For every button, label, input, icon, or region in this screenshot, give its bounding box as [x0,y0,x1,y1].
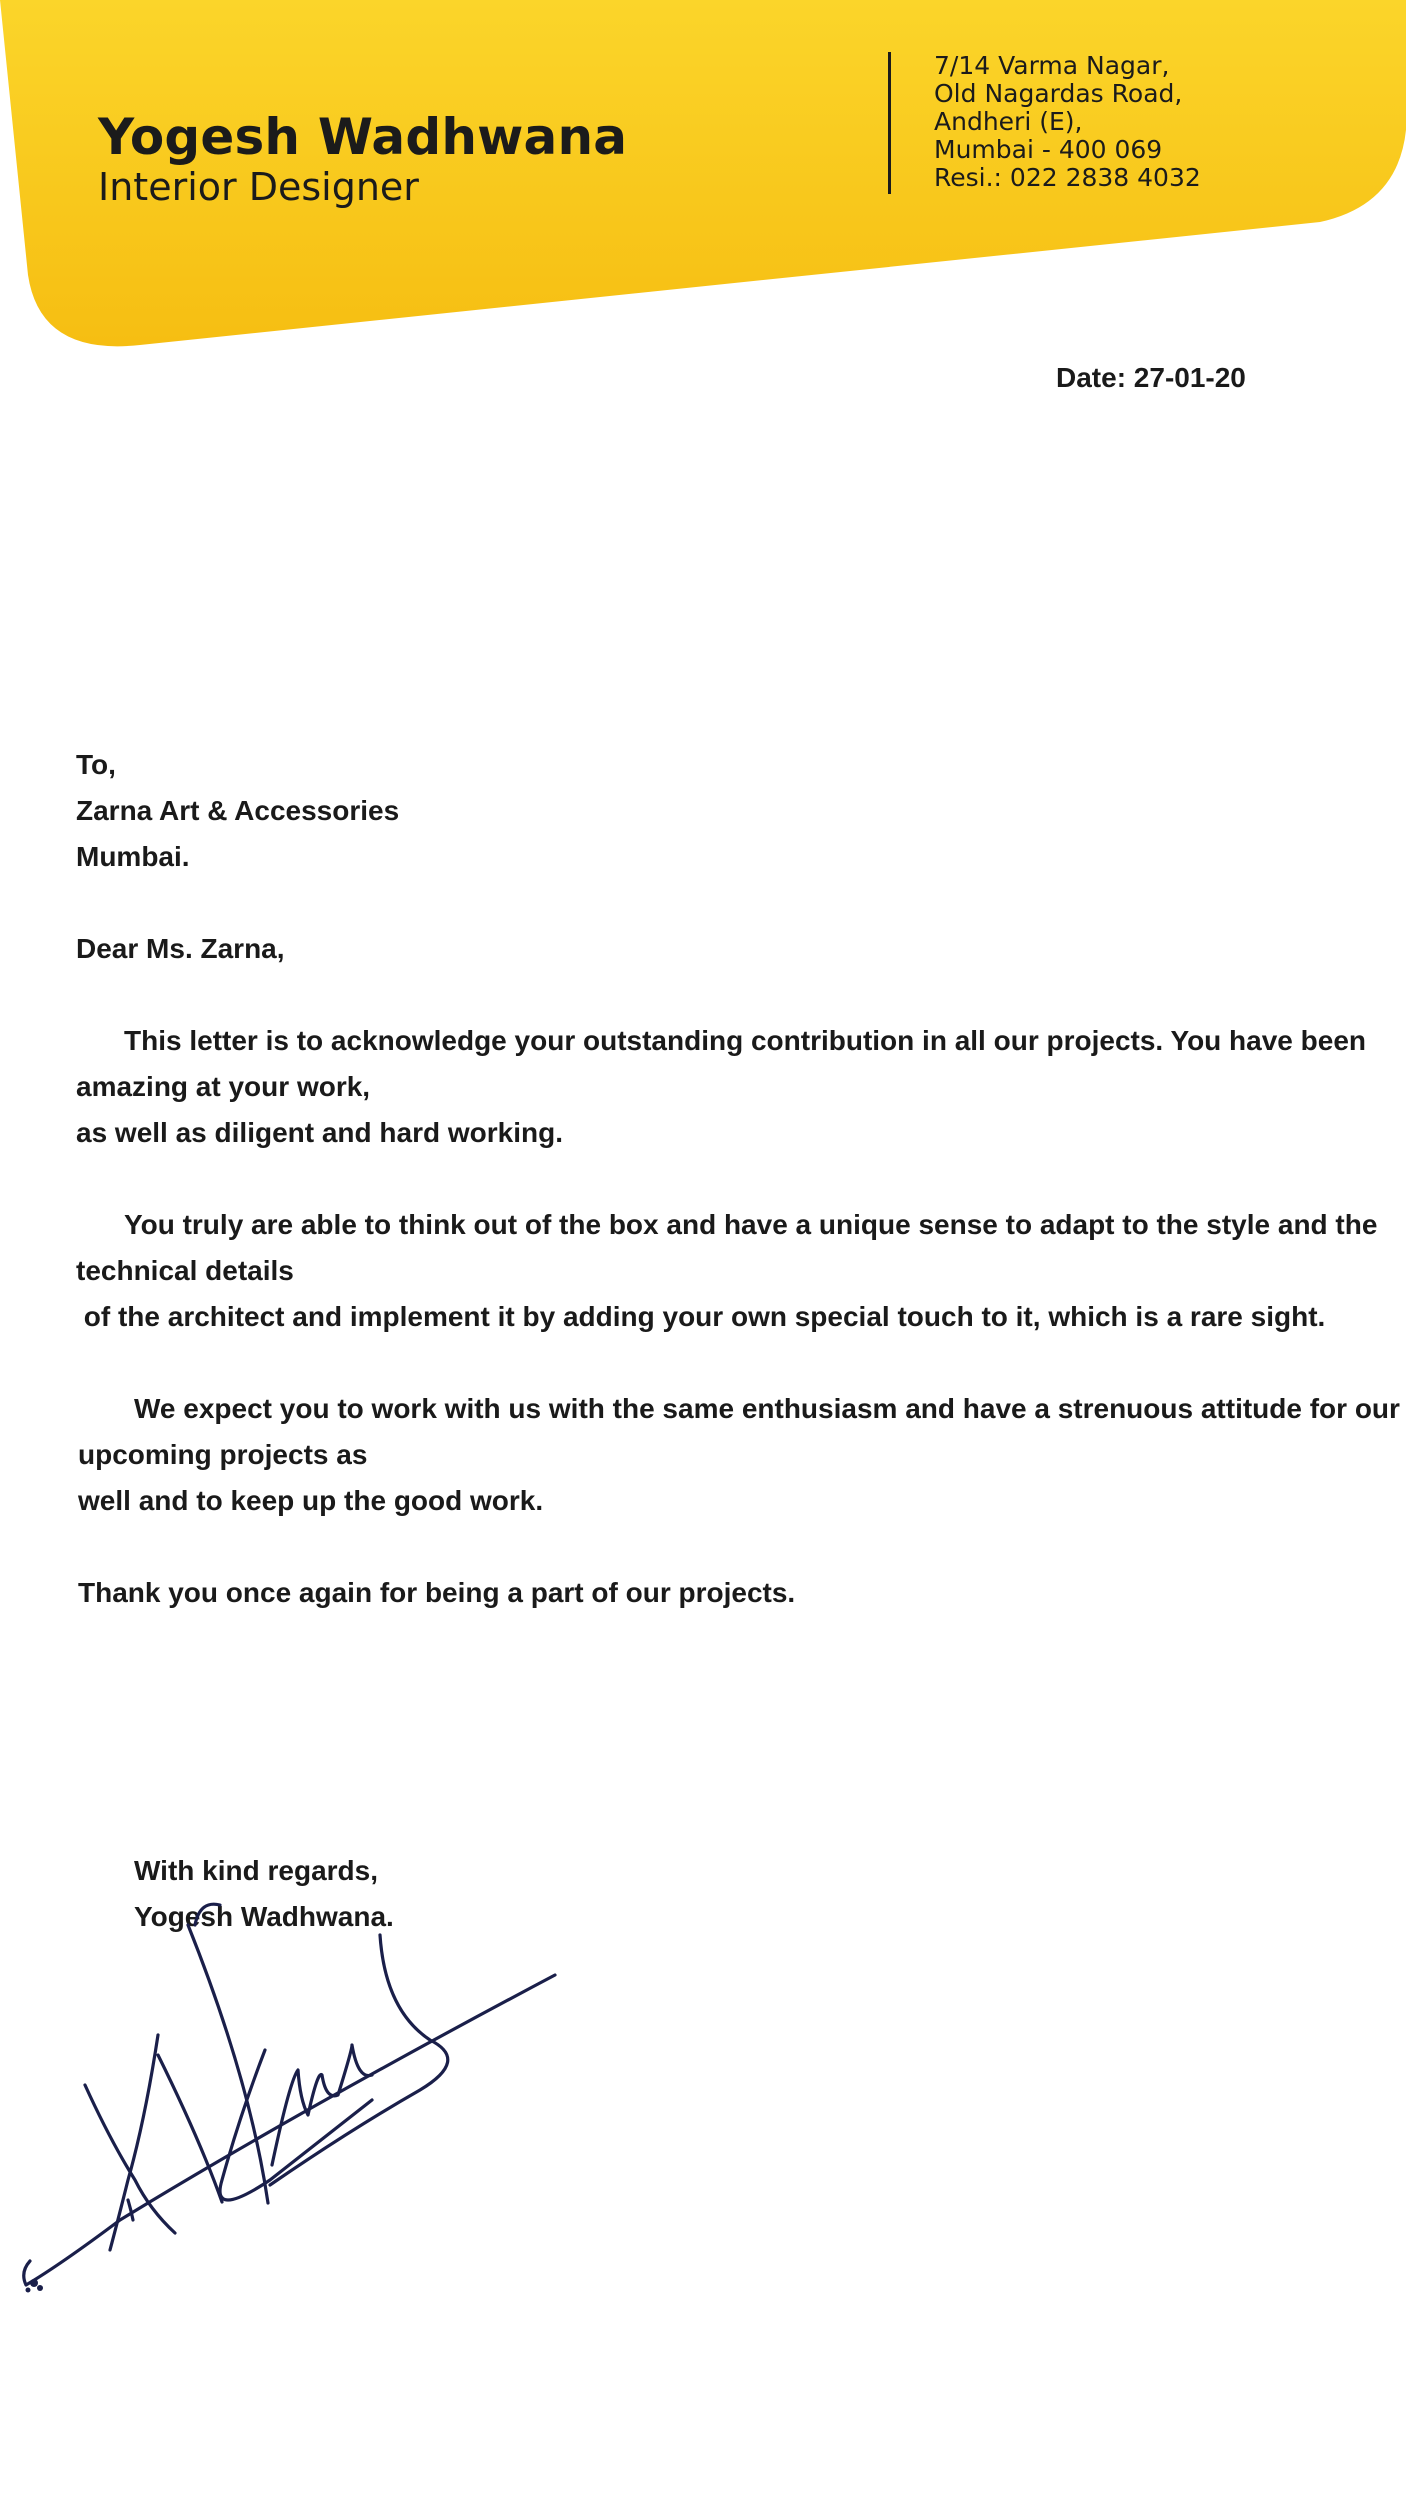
paragraph-line: amazing at your work, [76,1071,371,1102]
paragraph-line: as well as diligent and hard working. [76,1117,563,1148]
address-line: Mumbai - 400 069 [934,135,1163,164]
letterhead-name: Yogesh Wadhwana [98,108,628,166]
paragraph-line: You truly are able to think out of the box and have a unique sense to adapt to the style and the [124,1209,1378,1240]
address-line: 7/14 Varma Nagar, [934,51,1170,80]
recipient-line: To, [76,749,116,780]
letter-date: Date: 27-01-20 [1056,362,1246,393]
thank-you-line: Thank you once again for being a part of our projects. [78,1577,796,1608]
address-line: Old Nagardas Road, [934,79,1183,108]
letterhead-address [934,52,1201,192]
letterhead-divider [888,52,891,194]
paragraph-line: well and to keep up the good work. [78,1485,544,1516]
body-paragraph-3 [78,1386,1400,1524]
paragraph-line: We expect you to work with us with the same enthusiasm and have a strenuous attitude for our [134,1393,1400,1424]
address-line: Andheri (E), [934,107,1083,136]
body-paragraph-1 [76,1018,1366,1156]
closing-regards: With kind regards, [134,1855,379,1886]
paragraph-line: This letter is to acknowledge your outstanding contribution in all our projects. You have been [124,1025,1367,1056]
recipient-block [76,742,399,880]
salutation: Dear Ms. Zarna, [76,933,285,964]
recipient-company: Zarna Art & Accessories [76,795,400,826]
recipient-city: Mumbai. [76,841,190,872]
paragraph-line: of the architect and implement it by adding your own special touch to it, which is a rare sight. [76,1301,1326,1332]
address-phone: Resi.: 022 2838 4032 [934,163,1201,192]
letterhead-banner [0,0,1406,360]
paragraph-line: upcoming projects as [78,1439,368,1470]
body-paragraph-2 [76,1202,1377,1340]
paragraph-line: technical details [76,1255,294,1286]
handwritten-signature [0,1880,600,2320]
letterhead-title: Interior Designer [98,165,419,209]
closing-signatory: Yogesh Wadhwana. [134,1901,394,1932]
